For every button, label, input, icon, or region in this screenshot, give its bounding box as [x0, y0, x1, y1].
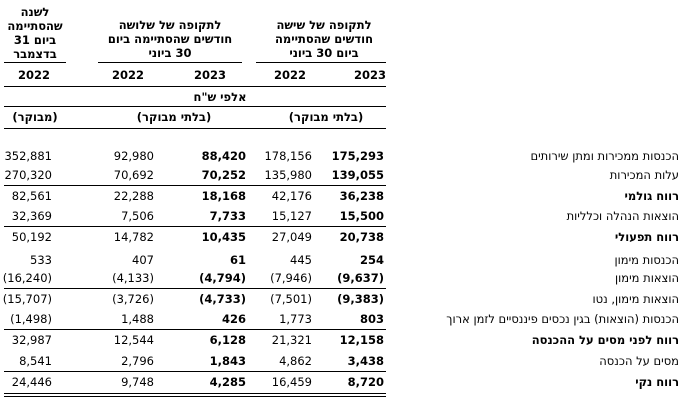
cell-year-2022: (1,498) — [10, 312, 52, 326]
row-label: הוצאות מימון — [615, 271, 679, 285]
table-row-finance-income — [0, 251, 689, 270]
cell-six-2023: 254 — [359, 253, 384, 267]
table-row-income-tax — [0, 352, 689, 371]
cell-six-2022: 16,459 — [271, 375, 312, 389]
cell-six-2023: 803 — [359, 312, 384, 326]
unit-label: אלפי ש"ח — [193, 90, 247, 104]
table-row-admin-expenses — [0, 207, 689, 226]
header-six-months: לתקופה של שישה חודשים שהסתיימה ביום 30 ביוני — [274, 18, 373, 60]
cell-six-2023: 3,438 — [347, 354, 384, 368]
cell-three-2022: 92,980 — [113, 149, 154, 163]
table-row-net-profit — [0, 373, 689, 392]
row-label: הכנסות ממכירות ומתן שירותים — [530, 149, 679, 163]
table-row-profit-before-tax — [0, 331, 689, 350]
audit-underline — [4, 128, 386, 129]
cell-year-2022: 270,320 — [4, 168, 52, 182]
cell-six-2023: 15,500 — [339, 209, 384, 223]
years-underline — [4, 86, 386, 87]
cell-year-2022: 352,881 — [4, 149, 52, 163]
subtotal-line — [4, 185, 386, 186]
cell-three-2022: 407 — [132, 253, 154, 267]
year-three-2022: 2022 — [111, 68, 144, 82]
audit-year: (מבוקר) — [12, 110, 58, 124]
header-three-months: לתקופה של שלושה חודשים שהסתיימה ביום 30 ביוני — [107, 18, 233, 60]
cell-year-2022: 32,369 — [11, 209, 52, 223]
cell-year-2022: (15,707) — [2, 292, 52, 306]
cell-three-2022: 1,488 — [121, 312, 154, 326]
table-row-long-term-assets — [0, 310, 689, 329]
table-row-gross-profit — [0, 187, 689, 206]
header-underline-year — [4, 62, 66, 63]
table-row-finance-expenses — [0, 269, 689, 288]
cell-year-2022: 32,987 — [11, 333, 52, 347]
subtotal-line — [4, 371, 386, 372]
cell-three-2022: 70,692 — [113, 168, 154, 182]
cell-three-2023: 88,420 — [201, 149, 246, 163]
cell-three-2023: 10,435 — [201, 230, 246, 244]
cell-three-2022: 12,544 — [113, 333, 154, 347]
cell-six-2023: 12,158 — [339, 333, 384, 347]
cell-year-2022: 24,446 — [11, 375, 52, 389]
cell-year-2022: 50,192 — [11, 230, 52, 244]
cell-year-2022: 8,541 — [19, 354, 52, 368]
cell-three-2022: 9,748 — [121, 375, 154, 389]
cell-three-2023: 426 — [221, 312, 246, 326]
cell-six-2023: 175,293 — [331, 149, 384, 163]
row-label: רווח לפני מסים על ההכנסה — [531, 333, 679, 347]
cell-three-2023: 70,252 — [201, 168, 246, 182]
cell-three-2022: (3,726) — [112, 292, 154, 306]
cell-six-2022: 27,049 — [271, 230, 312, 244]
total-double-underline-top — [4, 393, 386, 394]
row-label: רווח נקי — [635, 375, 679, 389]
cell-three-2022: (4,133) — [112, 271, 154, 285]
row-label: הוצאות הנהלה וכלליות — [566, 209, 679, 223]
table-row-revenue — [0, 147, 689, 166]
cell-three-2022: 2,796 — [121, 354, 154, 368]
cell-six-2023: 139,055 — [331, 168, 384, 182]
cell-year-2022: 533 — [30, 253, 52, 267]
cell-year-2022: 82,561 — [11, 189, 52, 203]
cell-three-2023: (4,733) — [199, 292, 246, 306]
cell-six-2022: (7,501) — [270, 292, 312, 306]
cell-six-2022: 135,980 — [264, 168, 312, 182]
total-double-underline-bottom — [4, 396, 386, 397]
cell-six-2023: 20,738 — [339, 230, 384, 244]
table-row-operating-profit — [0, 228, 689, 247]
subtotal-line — [4, 329, 386, 330]
cell-six-2022: 1,773 — [279, 312, 312, 326]
cell-three-2023: 6,128 — [209, 333, 246, 347]
cell-six-2023: (9,637) — [337, 271, 384, 285]
row-label: הכנסות (הוצאות) בגין נכסים פיננסיים לזמן ארוך — [446, 312, 679, 326]
cell-six-2022: 4,862 — [279, 354, 312, 368]
cell-six-2023: 36,238 — [339, 189, 384, 203]
cell-six-2022: (7,946) — [270, 271, 312, 285]
header-underline-six-months — [256, 62, 386, 63]
row-label: הוצאות מימון, נטו — [592, 292, 679, 306]
cell-year-2022: (16,240) — [2, 271, 52, 285]
cell-three-2023: 18,168 — [201, 189, 246, 203]
cell-three-2023: 7,733 — [209, 209, 246, 223]
year-six-2022: 2022 — [273, 68, 306, 82]
year-six-2023: 2023 — [353, 68, 386, 82]
cell-six-2022: 178,156 — [264, 149, 312, 163]
cell-three-2023: (4,794) — [199, 271, 246, 285]
cell-three-2022: 22,288 — [113, 189, 154, 203]
cell-three-2023: 61 — [229, 253, 246, 267]
row-label: מסים על הכנסה — [599, 354, 679, 368]
cell-three-2022: 14,782 — [113, 230, 154, 244]
row-label: רווח גולמי — [624, 189, 679, 203]
year-three-2023: 2023 — [193, 68, 226, 82]
subtotal-line — [4, 288, 386, 289]
cell-three-2023: 1,843 — [209, 354, 246, 368]
cell-three-2022: 7,506 — [121, 209, 154, 223]
row-label: עלות המכירות — [609, 168, 679, 182]
header-underline-three-months — [98, 62, 242, 63]
year-annual-2022: 2022 — [17, 68, 50, 82]
cell-six-2022: 42,176 — [271, 189, 312, 203]
header-year: לשנה שהסתיימה ביום 31 בדצמבר — [7, 5, 63, 61]
cell-six-2023: (9,383) — [337, 292, 384, 306]
subtotal-line — [4, 226, 386, 227]
row-label: רווח תפעולי — [614, 230, 679, 244]
cell-six-2023: 8,720 — [347, 375, 384, 389]
row-label: הכנסות מימון — [614, 253, 679, 267]
cell-six-2022: 15,127 — [271, 209, 312, 223]
table-row-finance-net — [0, 290, 689, 309]
audit-six-months: (בלתי מבוקר) — [288, 110, 364, 124]
cell-six-2022: 445 — [290, 253, 312, 267]
unit-underline — [4, 106, 386, 107]
audit-three-months: (בלתי מבוקר) — [136, 110, 212, 124]
cell-six-2022: 21,321 — [271, 333, 312, 347]
cell-three-2023: 4,285 — [209, 375, 246, 389]
table-row-cost-of-sales — [0, 166, 689, 185]
